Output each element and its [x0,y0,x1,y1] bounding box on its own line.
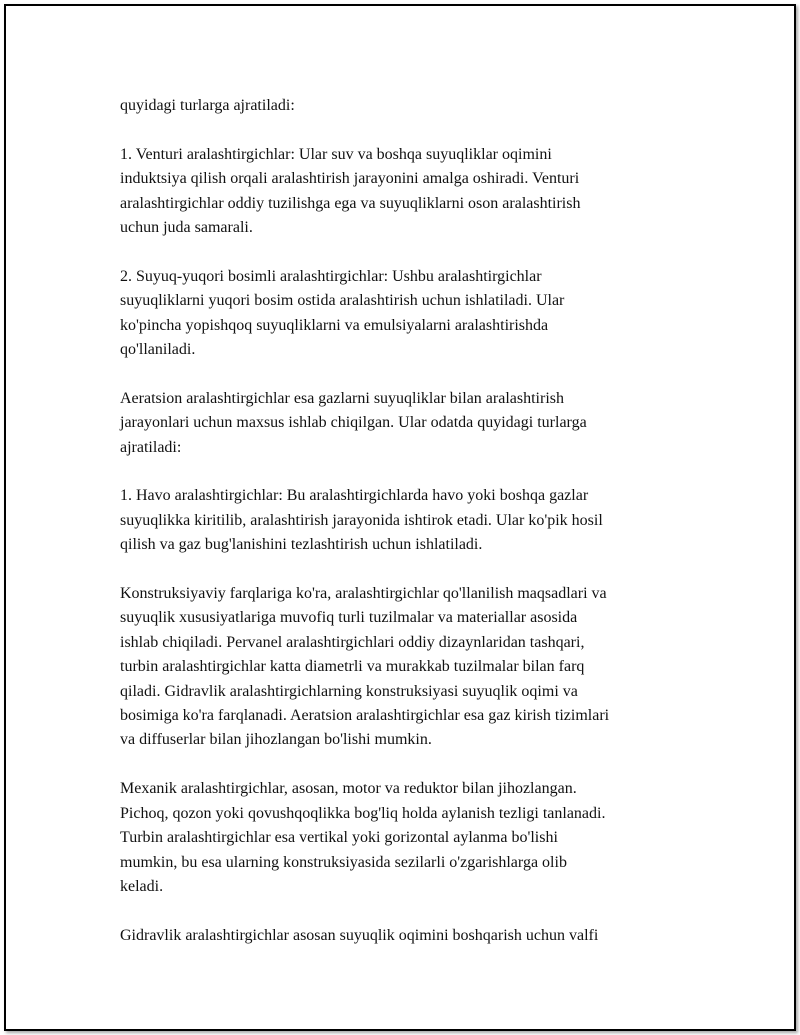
paragraph [120,924,700,948]
paragraph-gap [120,240,700,264]
document-page [4,4,796,1031]
text-line: ko'pincha yopishqoq suyuqliklarni va emulsiyalarni aralashtirishda [120,316,549,334]
text-line: uchun juda samarali. [120,219,253,237]
text-line: 2. Suyuq-yuqori bosimli aralashtirgichlar: Ushbu aralashtirgichlar [120,267,542,285]
paragraph [120,387,700,460]
text-line: Turbin aralashtirgichlar esa vertikal yoki gorizontal aylanma bo'lishi [120,829,558,847]
paragraph [120,143,700,241]
text-line: turbin aralashtirgichlar katta diametrli va murakkab tuzilmalar bilan farq [120,658,585,676]
text-line: keladi. [120,877,164,895]
paragraph-gap [120,753,700,777]
paragraph [120,265,700,363]
paragraph [120,582,700,753]
paragraph [120,484,700,557]
text-line: qilish va gaz bug'lanishini tezlashtirish uchun ishlatiladi. [120,536,483,554]
text-line: jarayonlari uchun maxsus ishlab chiqilgan. Ular odatda quyidagi turlarga [120,414,587,432]
text-line: ishlab chiqiladi. Pervanel aralashtirgichlari oddiy dizaynlaridan tashqari, [120,633,585,651]
text-line: va diffuserlar bilan jihozlangan bo'lishi mumkin. [120,731,432,749]
text-line: 1. Havo aralashtirgichlar: Bu aralashtirgichlarda havo yoki boshqa gazlar [120,487,589,505]
text-line: Aeratsion aralashtirgichlar esa gazlarni suyuqliklar bilan aralashtirish [120,389,564,407]
text-line: induktsiya qilish orqali aralashtirish jarayonini amalga oshiradi. Venturi [120,170,580,188]
text-line: aralashtirgichlar oddiy tuzilishga ega va suyuqliklarni oson aralashtirish [120,194,581,212]
text-line: Mexanik aralashtirgichlar, asosan, motor va reduktor bilan jihozlangan. [120,780,577,798]
text-line: suyuqlikka kiritilib, aralashtirish jarayonida ishtirok etadi. Ular ko'pik hosil [120,511,603,529]
paragraph-gap [120,460,700,484]
paragraph-gap [120,558,700,582]
text-line: mumkin, bu esa ularning konstruksiyasida sezilarli o'zgarishlarga olib [120,853,567,871]
text-line: quyidagi turlarga ajratiladi: [120,97,295,114]
text-line: qiladi. Gidravlik aralashtirgichlarning konstruksiyasi suyuqlik oqimi va [120,682,578,700]
paragraph [120,94,700,118]
paragraph-gap [120,362,700,386]
text-line: suyuqliklarni yuqori bosim ostida aralashtirish uchun ishlatiladi. Ular [120,292,565,310]
text-line: bosimiga ko'ra farqlanadi. Aeratsion aralashtirgichlar esa gaz kirish tizimlari [120,707,610,725]
document-body [120,94,700,948]
paragraph [120,777,700,899]
text-line: Konstruksiyaviy farqlariga ko'ra, aralashtirgichlar qo'llanilish maqsadlari va [120,585,607,603]
paragraph-gap [120,899,700,923]
text-line: Pichoq, qozon yoki qovushqoqlikka bog'liq holda aylanish tezligi tanlanadi. [120,804,606,822]
text-line: Gidravlik aralashtirgichlar asosan suyuqlik oqimini boshqarish uchun valfi [120,926,599,944]
text-line: qo'llaniladi. [120,341,196,359]
paragraph-gap [120,118,700,142]
text-line: 1. Venturi aralashtirgichlar: Ular suv va boshqa suyuqliklar oqimini [120,145,552,163]
text-line: ajratiladi: [120,438,182,456]
text-line: suyuqlik xususiyatlariga muvofiq turli tuzilmalar va materiallar asosida [120,609,578,627]
